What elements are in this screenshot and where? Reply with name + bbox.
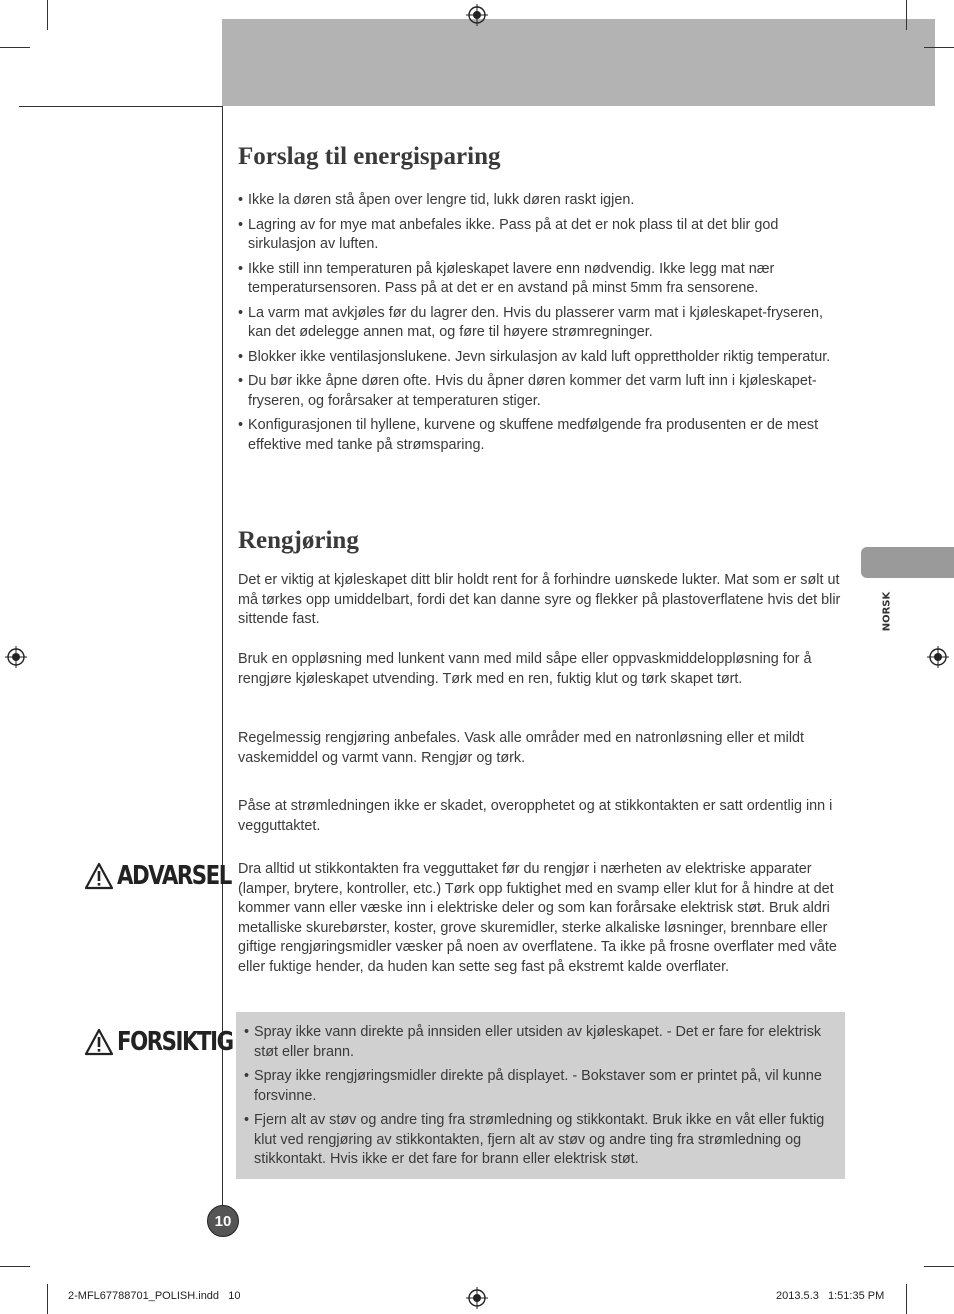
list-item: • Blokker ikke ventilasjonslukene. Jevn sirkulasjon av kald luft opprettholder riktig temperatur.	[238, 348, 848, 368]
registration-mark-icon	[927, 646, 949, 668]
caution-label	[84, 1027, 258, 1057]
cleaning-paragraph: Bruk en oppløsning med lunkent vann med mild såpe eller oppvaskmiddeloppløsning for å rengjøre kjøleskapet utvending. Tørk med en ren, fuktig klut og tørk skapet tørt.	[238, 651, 812, 687]
header-band	[222, 19, 935, 106]
list-item: • Fjern alt av støv og andre ting fra strømledning og stikkontakt. Bruk ikke en våt eller fuktig klut ved rengjøring av stikkontakten, fjern alt av støv og andre ting fra strømledning og stikkontakt. Hvis ikke er det fare for brann eller elektrisk støt.	[244, 1111, 829, 1170]
warning-label	[84, 861, 256, 891]
header-rule	[19, 106, 222, 107]
list-item: • Du bør ikke åpne døren ofte. Hvis du åpner døren kommer det varm luft inn i kjøleskapet-fryseren, og forårsaker at temperaturen stiger.	[238, 372, 848, 411]
section-title-energy: Forslag til energisparing	[238, 143, 501, 170]
language-tab	[861, 547, 954, 578]
caution-box	[236, 1012, 845, 1179]
footer-file-name: 2-MFL67788701_POLISH.indd 10	[68, 1290, 241, 1302]
warning-triangle-icon	[84, 1028, 114, 1056]
registration-mark-icon	[466, 1287, 488, 1309]
cleaning-paragraph: Regelmessig rengjøring anbefales. Vask alle områder med en natronløsning eller et mildt vaskemiddel og varmt vann. Rengjør og tørk.	[238, 730, 805, 766]
warning-triangle-icon	[84, 862, 114, 890]
crop-mark	[906, 0, 907, 30]
caution-list	[244, 1023, 829, 1175]
crop-mark	[47, 0, 48, 30]
list-item: • Spray ikke rengjøringsmidler direkte på displayet. - Bokstaver som er printet på, vil kunne forsvinne.	[244, 1067, 829, 1106]
section-title-cleaning: Rengjøring	[238, 527, 359, 554]
energy-tips-list	[238, 191, 848, 460]
cleaning-paragraph: Påse at strømledningen ikke er skadet, overopphetet og at stikkontakten er satt ordentlig inn i vegguttaktet.	[238, 798, 833, 834]
crop-mark	[0, 1266, 30, 1267]
registration-mark-icon	[466, 4, 488, 26]
caution-label-text: FORSIKTIG	[117, 1027, 233, 1057]
crop-mark	[906, 1284, 907, 1314]
list-item: • La varm mat avkjøles før du lagrer den. Hvis du plasserer varm mat i kjøleskapet-fryseren, kan det ødelegge annen mat, og føre til høyere strømregninger.	[238, 304, 848, 343]
crop-mark	[924, 47, 954, 48]
registration-mark-icon	[5, 646, 27, 668]
list-item: • Spray ikke vann direkte på innsiden eller utsiden av kjøleskapet. - Det er fare for elektrisk støt eller brann.	[244, 1023, 829, 1062]
crop-mark	[0, 47, 30, 48]
footer-timestamp: 2013.5.3 1:51:35 PM	[776, 1290, 885, 1302]
language-label: NORSK	[881, 591, 893, 632]
list-item: • Konfigurasjonen til hyllene, kurvene og skuffene medfølgende fra produsenten er de mest effektive med tanke på strømsparing.	[238, 416, 848, 455]
crop-mark	[924, 1266, 954, 1267]
list-item: • Lagring av for mye mat anbefales ikke. Pass på at det er nok plass til at det blir god sirkulasjon av luften.	[238, 216, 848, 255]
crop-mark	[47, 1284, 48, 1314]
warning-label-text: ADVARSEL	[117, 861, 231, 891]
cleaning-paragraph: Det er viktig at kjøleskapet ditt blir holdt rent for å forhindre uønskede lukter. Mat som er sølt ut må tørkes opp umiddelbart, fordi det kan danne syre og flekker på plastoverflatene hvis det blir sittende fast.	[238, 572, 841, 627]
warning-text: Dra alltid ut stikkontakten fra vegguttaket før du rengjør i nærheten av elektriske apparater (lamper, brytere, kontroller, etc.) Tørk opp fuktighet med en svamp eller klut for å hindre at det kommer vann eller væske inn i elektriske deler og som kan forårsake elektrisk støt. Bruk aldri metalliske skurebørster, koster, grove skuremidler, sterke alkaliske løsninger, brennbare eller giftige rengjøringsmidler væsker på noen av overflatene. Ta ikke på frosne overflater med våte eller fuktige hender, da huden kan sette seg fast på ekstremt kalde overflater.	[238, 861, 837, 975]
page-number: 10	[207, 1205, 239, 1237]
list-item: • Ikke still inn temperaturen på kjøleskapet lavere enn nødvendig. Ikke legg mat nær temperatursensoren. Pass på at det er en avstand på minst 5mm fra sensorene.	[238, 260, 848, 299]
list-item: • Ikke la døren stå åpen over lengre tid, lukk døren raskt igjen.	[238, 191, 848, 211]
